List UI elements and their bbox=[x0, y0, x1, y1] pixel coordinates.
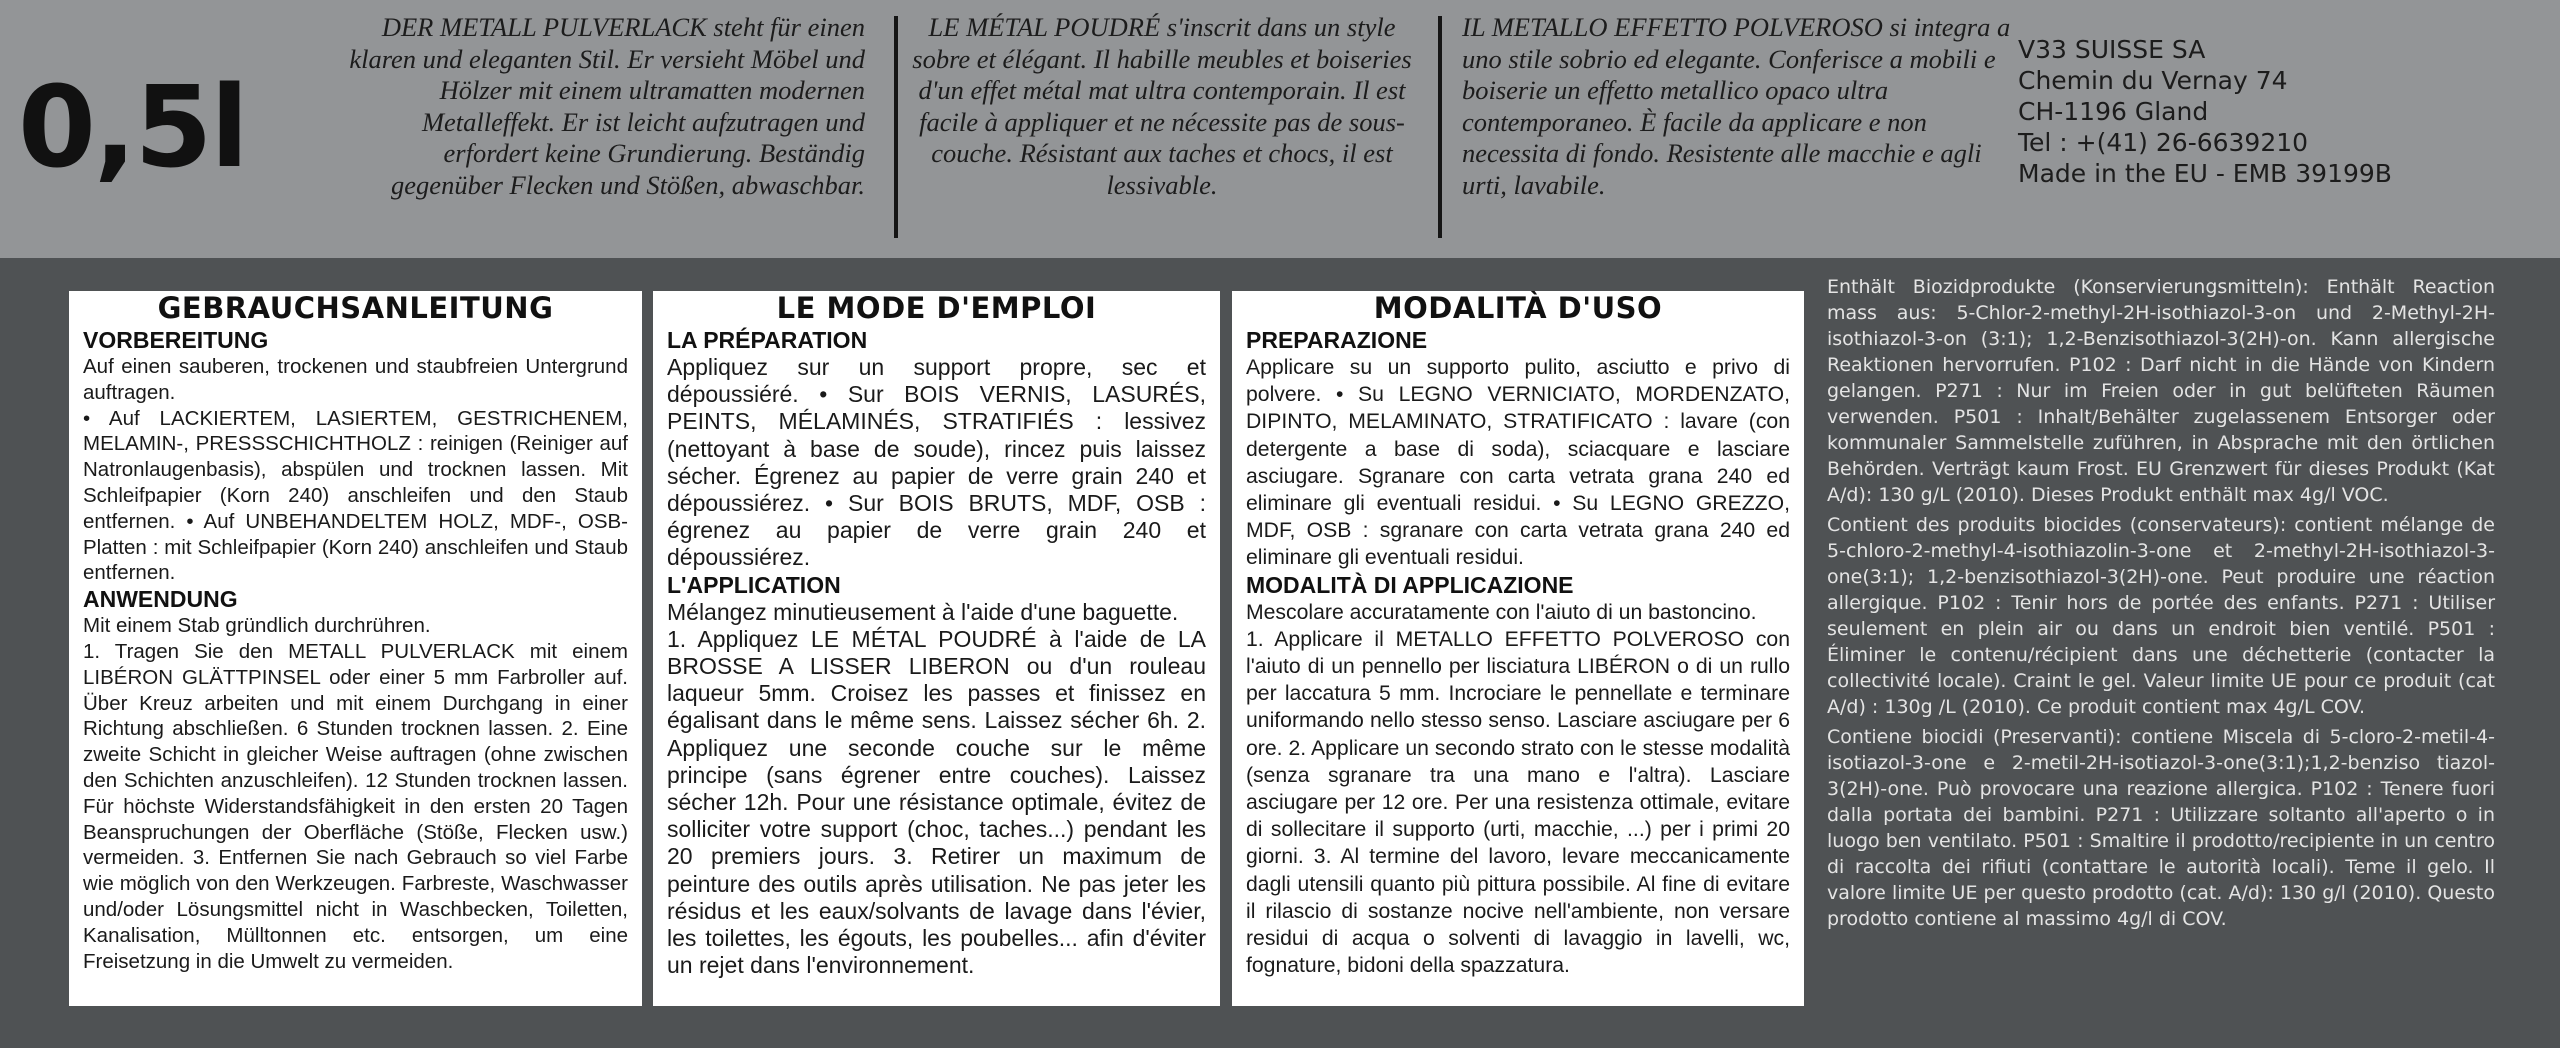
divider bbox=[1438, 16, 1442, 238]
instructions-panel-it bbox=[1232, 291, 1804, 1006]
panel-title-it: MODALITÀ D'USO bbox=[1373, 291, 1663, 325]
section-heading-application: MODALITÀ DI APPLICAZIONE bbox=[1246, 571, 1574, 598]
safety-text-it: Contiene biocidi (Preservanti): contiene Miscela di 5-cloro-2-metil-4-isotiazol-3-one e 2-metil-2H-isotiazol-3-one(3:1);1,2-benziso tiazol-3(2H)-one. Può provocare una reazione allergica. P102 : Tenere fuori dalla portata dei bambini. P271 : Utilizzare soltanto all'aperto o in luogo ben ventilato. P501 : Smaltire il prodotto/recipiente in un centro di raccolta dei rifiuti (contattare le autorità locali). Teme il gelo. Il valore limite UE per questo prodotto (cat. A/d): 130 g/l (2010). Questo prodotto contiene al massimo 4g/l di COV. bbox=[1827, 726, 2495, 930]
section-text: Mit einem Stab gründlich durchrühren. bbox=[83, 614, 431, 638]
section-text: 1. Applicare il METALLO EFFETTO POLVEROSO con l'aiuto di un pennello per lisciatura LIBÉRON o di un rullo per laccatura 5 mm. Incrociare le pennellate e terminare uniformando nello stesso senso. Lasciare asciugare per 6 ore. 2. Applicare un secondo strato con le stesse modalità (senza sgranare tra una mano e l'altra). Lasciare asciugare per 12 ore. Per una resistenza ottimale, evitare di sollecitare il supporto (urti, macchie, ...) per i primi 20 giorni. 3. Al termine del lavoro, levare meccanicamente dagli utensili quanto più pittura possibile. Al fine di evitare il rilascio di sostanze nocive nell'ambiente, non versare residui di acqua o solventi di lavaggio in lavelli, wc, fognature, bidoni della spazzatura. bbox=[1246, 627, 1790, 978]
section-text: Appliquez sur un support propre, sec et dépoussiéré. • Sur BOIS VERNIS, LASURÉS, PEINTS, MÉLAMINÉS, STRATIFIÉS : lessivez (nettoyant à base de soude), rincez puis laissez sécher. Égrenez au papier de verre grain 240 et dépoussiérez. • Sur BOIS BRUTS, MDF, OSB : égrenez au papier de verre grain 240 et dépoussiérez. bbox=[667, 354, 1206, 571]
section-heading-preparation: PREPARAZIONE bbox=[1246, 327, 1428, 353]
intro-text-it: IL METALLO EFFETTO POLVEROSO si integra a uno stile sobrio ed elegante. Conferisce a mobili e boiserie un effetto metallico opaco ultra contemporaneo. È facile da applicare e non necessita di fondo. Resistente alle macchie e agli urti, lavabile. bbox=[1462, 12, 2011, 200]
section-heading-preparation: LA PRÉPARATION bbox=[667, 327, 868, 353]
instructions-panel-de bbox=[69, 291, 642, 1006]
instructions-panel-fr bbox=[653, 291, 1220, 1006]
section-text: Auf einen sauberen, trockenen und staubfreien Untergrund auftragen. bbox=[83, 355, 628, 404]
company-street: Chemin du Vernay 74 bbox=[2018, 66, 2288, 95]
intro-text-fr: LE MÉTAL POUDRÉ s'inscrit dans un style sobre et élégant. Il habille meubles et boiseries d'un effet métal mat ultra contemporain. Il est facile à appliquer et ne nécessite pas de sous-couche. Résistant aux taches et chocs, il est lessivable. bbox=[912, 12, 1412, 200]
section-heading-application: ANWENDUNG bbox=[83, 586, 238, 613]
section-text: 1. Appliquez LE MÉTAL POUDRÉ à l'aide de LA BROSSE A LISSER LIBERON ou d'un rouleau laqueur 5mm. Croisez les passes et finissez en égalisant dans le même sens. Laissez sécher 6h. 2. Appliquez une seconde couche sur le même principe (sans égrener entre couches). Laissez sécher 12h. Pour une résistance optimale, évitez de solliciter votre support (choc, taches...) pendant les 20 premiers jours. 3. Retirer un maximum de peinture des outils après utilisation. Ne pas jeter les résidus et les eaux/solvants de lavage dans l'évier, les toilettes, les égouts, les poubelles... afin d'éviter un rejet dans l'environnement. bbox=[667, 625, 1206, 979]
section-heading-preparation: VORBEREITUNG bbox=[83, 327, 269, 353]
safety-text-fr: Contient des produits biocides (conservateurs): contient mélange de 5-chloro-2-methyl-4-isothiazolin-3-one et 2-methyl-2H-isothiazol-3-one(3:1); 1,2-benzisothiazol-3(2H)-one. Peut produire une réaction allergique. P102 : Tenir hors de portée des enfants. P271 : Utiliser seulement en plein air ou dans un endroit bien ventilé. P501 : Éliminer le contenu/récipient dans une déchetterie (contacter la collectivité locale). Craint le gel. Valeur limite UE pour ce produit (cat A/d) : 130g /L (2010). Ce produit contient max 4g/L COV. bbox=[1827, 514, 2495, 718]
panel-title-fr: LE MODE D'EMPLOI bbox=[776, 291, 1097, 325]
section-text: • Auf LACKIERTEM, LASIERTEM, GESTRICHENEM, MELAMIN-, PRESSSCHICHTHOLZ : reinigen (Reiniger auf Natronlaugenbasis), abspülen und trocknen lassen. Mit Schleifpapier (Korn 240) anschleifen und den Staub entfernen. • Auf UNBEHANDELTEM HOLZ, MDF-, OSB-Platten : mit Schleifpapier (Korn 240) anschleifen und Staub entfernen. bbox=[83, 406, 628, 585]
section-text: Applicare su un supporto pulito, asciutto e privo di polvere. • Su LEGNO VERNICIATO, MORDENZATO, DIPINTO, MELAMINATO, STRATIFICATO : lavare (con detergente a base di soda), sciacquare e lasciare asciugare. Sgranare con carta vetrata grana 240 ed eliminare gli eventuali residui. • Su LEGNO GREZZO, MDF, OSB : sgranare con carta vetrata grana 240 ed eliminare gli eventuali residui. bbox=[1246, 356, 1790, 570]
section-text: Mescolare accuratamente con l'aiuto di un bastoncino. bbox=[1246, 600, 1757, 624]
company-origin: Made in the EU - EMB 39199B bbox=[2018, 159, 2392, 188]
section-text: Mélangez minutieusement à l'aide d'une baguette. bbox=[667, 598, 1179, 625]
safety-info bbox=[1827, 274, 2495, 936]
intro-text-de: DER METALL PULVERLACK steht für einen klaren und eleganten Stil. Er versieht Möbel und Hölzer mit einem ultramatten modernen Metalleffekt. Er ist leicht aufzutragen und erfordert keine Grundierung. Beständig gegenüber Flecken und Stößen, abwaschbar. bbox=[349, 12, 865, 200]
panel-title-de: GEBRAUCHSANLEITUNG bbox=[157, 291, 554, 325]
section-text: 1. Tragen Sie den METALL PULVERLACK mit einem LIBÉRON GLÄTTPINSEL oder einer 5 mm Farbroller auf. Über Kreuz arbeiten und mit einem Durchgang in einer Richtung abschließen. 6 Stunden trocknen lassen. 2. Eine zweite Schicht in gleicher Weise auftragen (ohne zwischen den Schichten anzuschleifen). 12 Stunden trocknen lassen. Für höchste Widerstandsfähigkeit in den ersten 20 Tagen Beanspruchungen der Oberfläche (Stöße, Flecken usw.) vermeiden. 3. Entfernen Sie nach Gebrauch so viel Farbe wie möglich von den Werkzeugen. Farbreste, Waschwasser und/oder Lösungsmittel nicht in Waschbecken, Toiletten, Kanalisation, Mülltonnen etc. entsorgen, um eine Freisetzung in die Umwelt zu vermeiden. bbox=[83, 639, 628, 973]
volume-label: 0,5l bbox=[18, 63, 247, 193]
safety-text-de: Enthält Biozidprodukte (Konservierungsmitteln): Enthält Reaction mass aus: 5-Chlor-2-methyl-2H-isothiazol-3-on und 2-Methyl-2H-isothiazol-3-on (3:1); 1,2-Benzisothiazol-3(2H)-on. Kann allergische Reaktionen hervorrufen. P102 : Darf nicht in die Hände von Kindern gelangen. P271 : Nur im Freien oder in gut belüfteten Räumen verwenden. P501 : Inhalt/Behälter zugelassenem Entsorger oder kommunaler Sammelstelle zuführen, in Absprache mit den örtlichen Behörden. Verträgt kaum Frost. EU Grenzwert für dieses Produkt (Kat A/d): 130 g/L (2010). Dieses Produkt enthält max 4g/l VOC. bbox=[1827, 276, 2495, 506]
company-phone: Tel : +(41) 26-6639210 bbox=[2018, 128, 2309, 157]
divider bbox=[894, 16, 898, 238]
header-band bbox=[0, 0, 2560, 258]
company-address bbox=[2018, 34, 2392, 189]
section-heading-application: L'APPLICATION bbox=[667, 571, 841, 598]
company-name: V33 SUISSE SA bbox=[2018, 35, 2206, 64]
company-city: CH-1196 Gland bbox=[2018, 97, 2209, 126]
